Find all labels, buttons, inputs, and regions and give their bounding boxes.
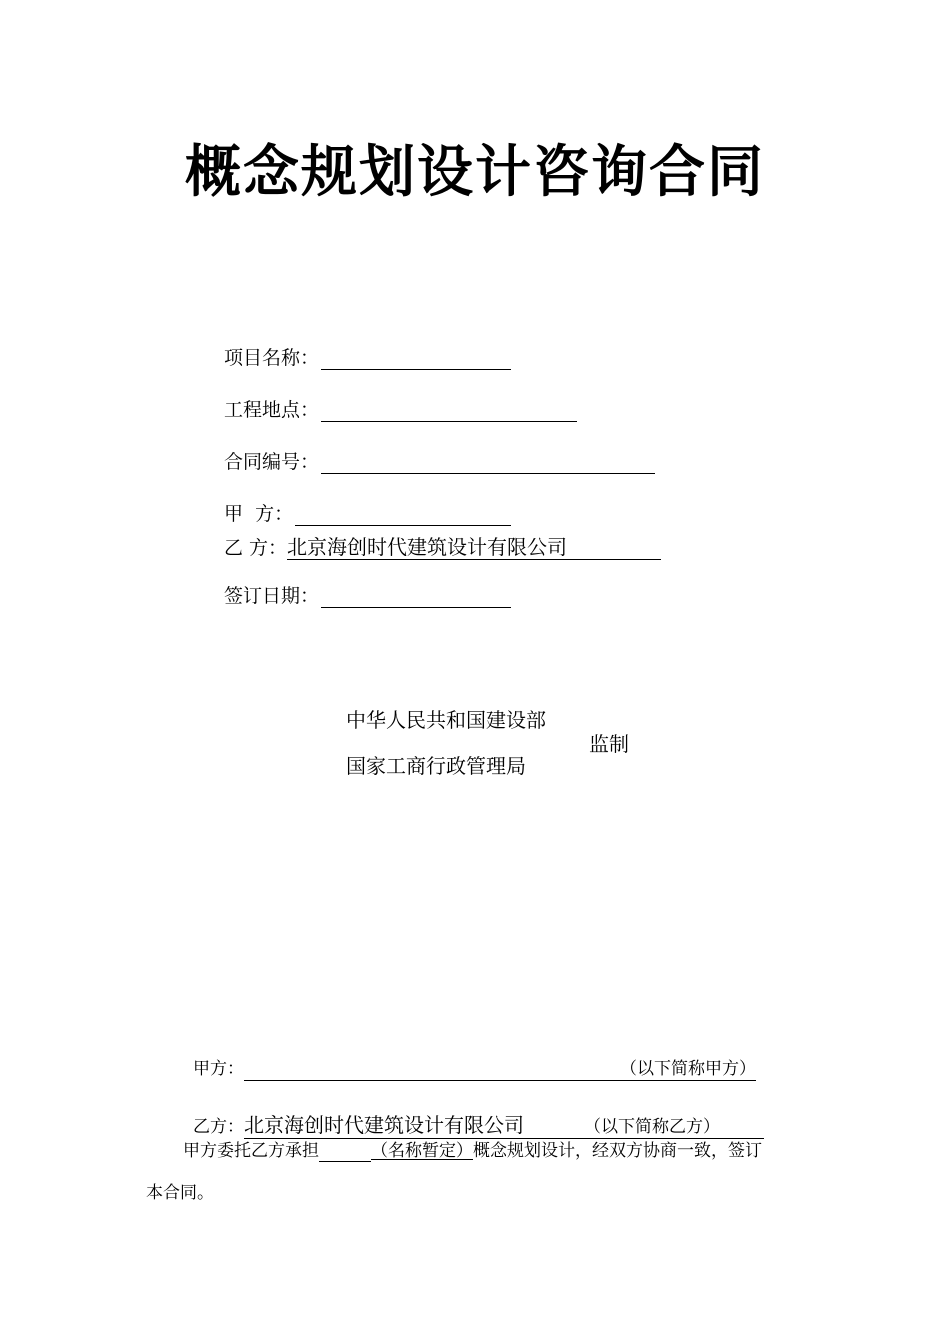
entrust-prefix: 甲方委托乙方承担 [183, 1141, 319, 1161]
body-party-b-suffix: （以下简称乙方） [584, 1117, 720, 1137]
project-name-blank [321, 349, 511, 370]
body-entrust-end: 本合同。 [146, 1183, 214, 1203]
body-party-b-label: 乙方： [193, 1117, 244, 1137]
body-party-b-line [244, 1114, 764, 1139]
authority-line-1: 中华人民共和国建设部 [346, 708, 546, 732]
party-b-field [224, 536, 661, 560]
entrust-suffix: 概念规划设计，经双方协商一致，签订 [473, 1141, 762, 1161]
sign-date-blank [321, 587, 511, 608]
location-field [224, 398, 577, 422]
contract-no-blank [321, 453, 655, 474]
document-title: 概念规划设计咨询合同 [185, 140, 765, 205]
party-b-label: 乙 方： [224, 537, 288, 559]
party-b-value: 北京海创时代建筑设计有限公司 [287, 535, 568, 559]
location-label: 工程地点： [224, 399, 320, 421]
entrust-blank [319, 1142, 371, 1162]
party-b-value-line [287, 536, 661, 560]
body-party-a-label: 甲方： [193, 1059, 244, 1079]
entrust-name: （名称暂定） [371, 1141, 473, 1161]
contract-no-label: 合同编号： [224, 451, 320, 473]
authority-line-2: 国家工商行政管理局 [346, 754, 526, 778]
body-party-a-suffix: （以下简称甲方） [620, 1059, 756, 1079]
body-party-b-value: 北京海创时代建筑设计有限公司 [244, 1113, 524, 1137]
sign-date-label: 签订日期： [224, 585, 320, 607]
body-entrust-line [183, 1140, 762, 1162]
party-a-label: 甲 方： [224, 503, 294, 525]
body-party-b [193, 1114, 768, 1139]
party-a-blank [295, 505, 511, 526]
project-name-label: 项目名称： [224, 347, 320, 369]
party-a-field [224, 502, 511, 526]
supervision-label: 监制 [589, 732, 629, 756]
location-blank [321, 401, 577, 422]
sign-date-field [224, 584, 511, 608]
project-name-field [224, 346, 511, 370]
contract-no-field [224, 450, 655, 474]
body-party-a [193, 1058, 761, 1081]
body-party-a-line [244, 1058, 756, 1081]
